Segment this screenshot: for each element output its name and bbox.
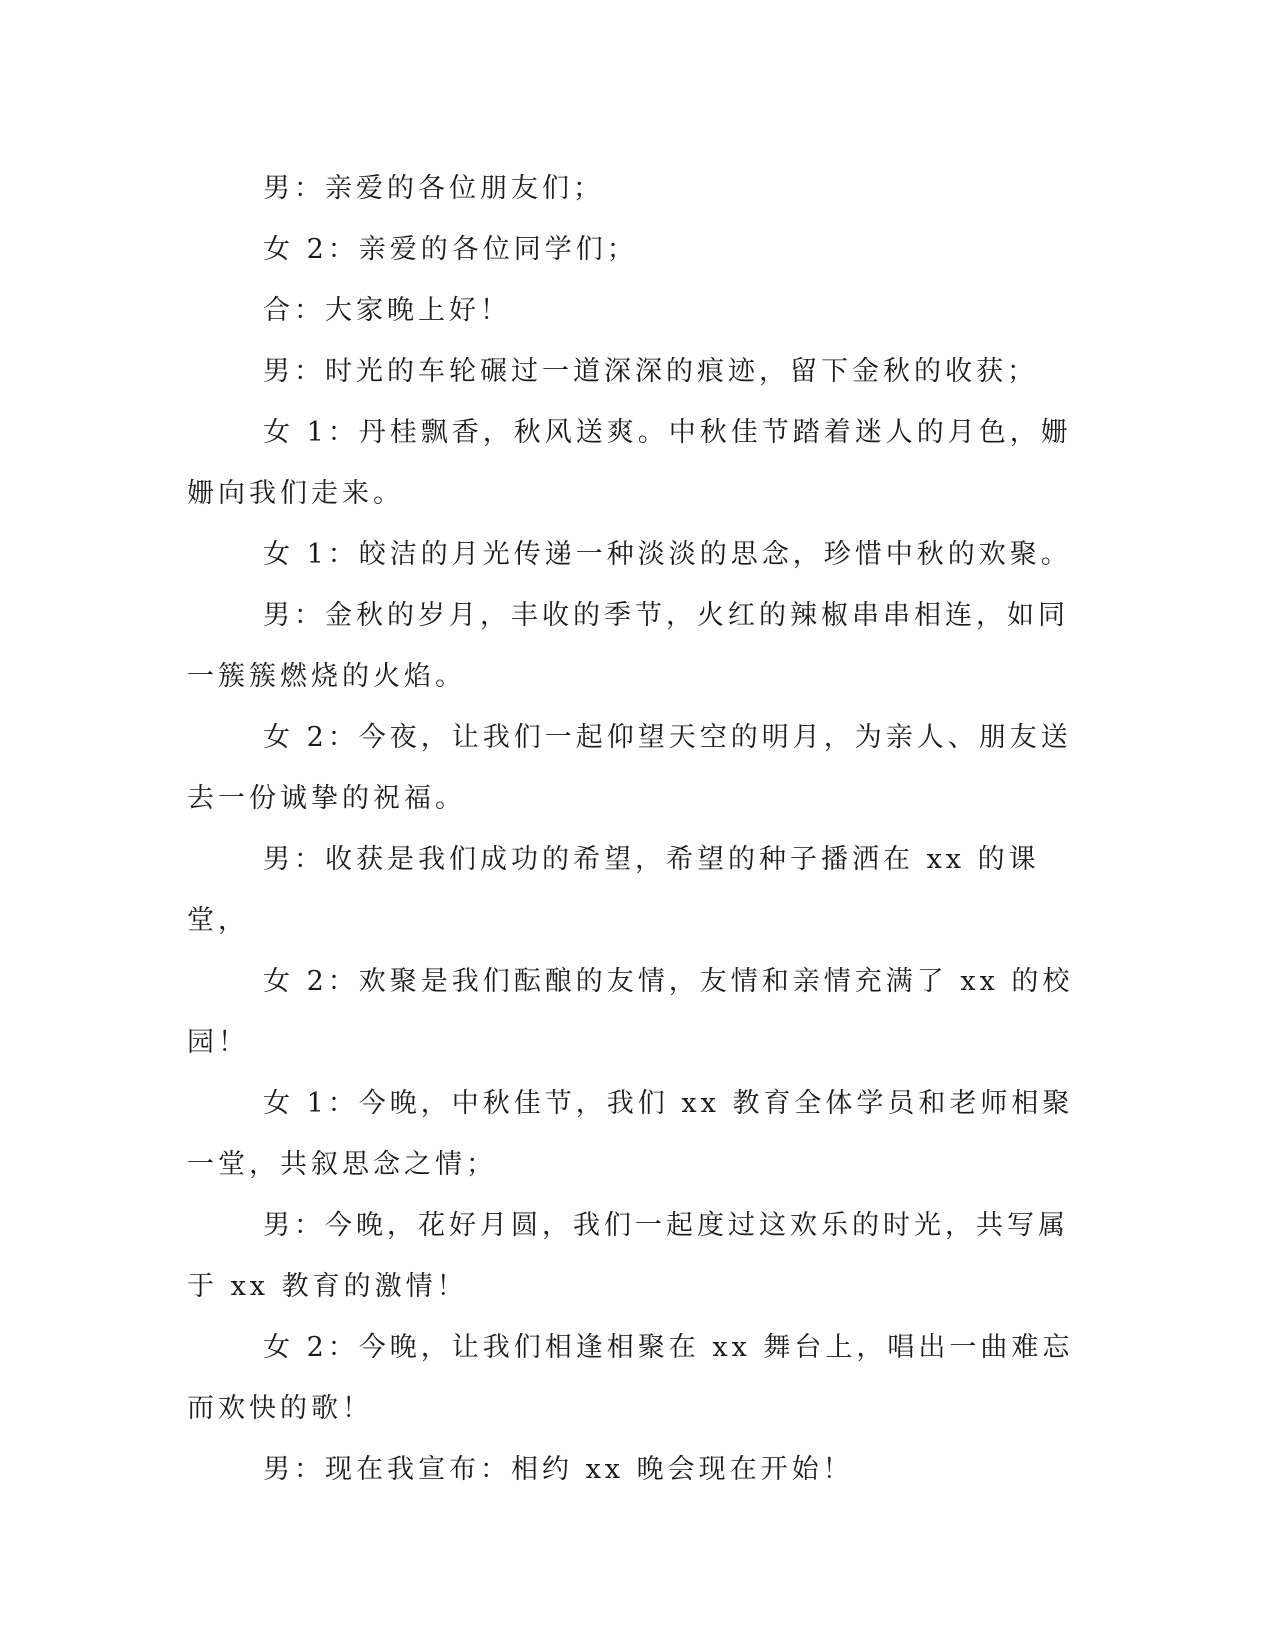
paragraph: 男：亲爱的各位朋友们； xyxy=(263,173,604,204)
paragraph: 女 2：今夜，让我们一起仰望天空的明月，为亲人、朋友送去一份诚挚的祝福。 xyxy=(187,722,1072,814)
paragraph: 女 1：今晚，中秋佳节，我们 xx 教育全体学员和老师相聚一堂，共叙思念之情； xyxy=(187,1088,1074,1180)
paragraph: 男：金秋的岁月，丰收的季节，火红的辣椒串串相连，如同一簇簇燃烧的火焰。 xyxy=(187,600,1069,692)
paragraph: 男：收获是我们成功的希望，希望的种子播洒在 xx 的课堂， xyxy=(187,844,1040,936)
paragraph: 男：今晚，花好月圆，我们一起度过这欢乐的时光，共写属于 xx 教育的激情！ xyxy=(187,1210,1069,1302)
paragraph: 女 1：皎洁的月光传递一种淡淡的思念，珍惜中秋的欢聚。 xyxy=(263,539,1072,570)
paragraph: 女 2：欢聚是我们酝酿的友情，友情和亲情充满了 xx 的校园！ xyxy=(187,966,1074,1058)
paragraph: 男：现在我宣布：相约 xx 晚会现在开始！ xyxy=(263,1454,854,1485)
paragraph: 女 2：亲爱的各位同学们； xyxy=(263,234,638,265)
paragraph: 男：时光的车轮碾过一道深深的痕迹，留下金秋的收获； xyxy=(263,356,1038,387)
paragraph: 女 2：今晚，让我们相逢相聚在 xx 舞台上，唱出一曲难忘而欢快的歌！ xyxy=(187,1332,1074,1424)
paragraph: 合：大家晚上好！ xyxy=(263,295,511,326)
paragraph: 女 1：丹桂飘香，秋风送爽。中秋佳节踏着迷人的月色，姗姗向我们走来。 xyxy=(187,417,1072,509)
document-body xyxy=(187,158,1077,1500)
